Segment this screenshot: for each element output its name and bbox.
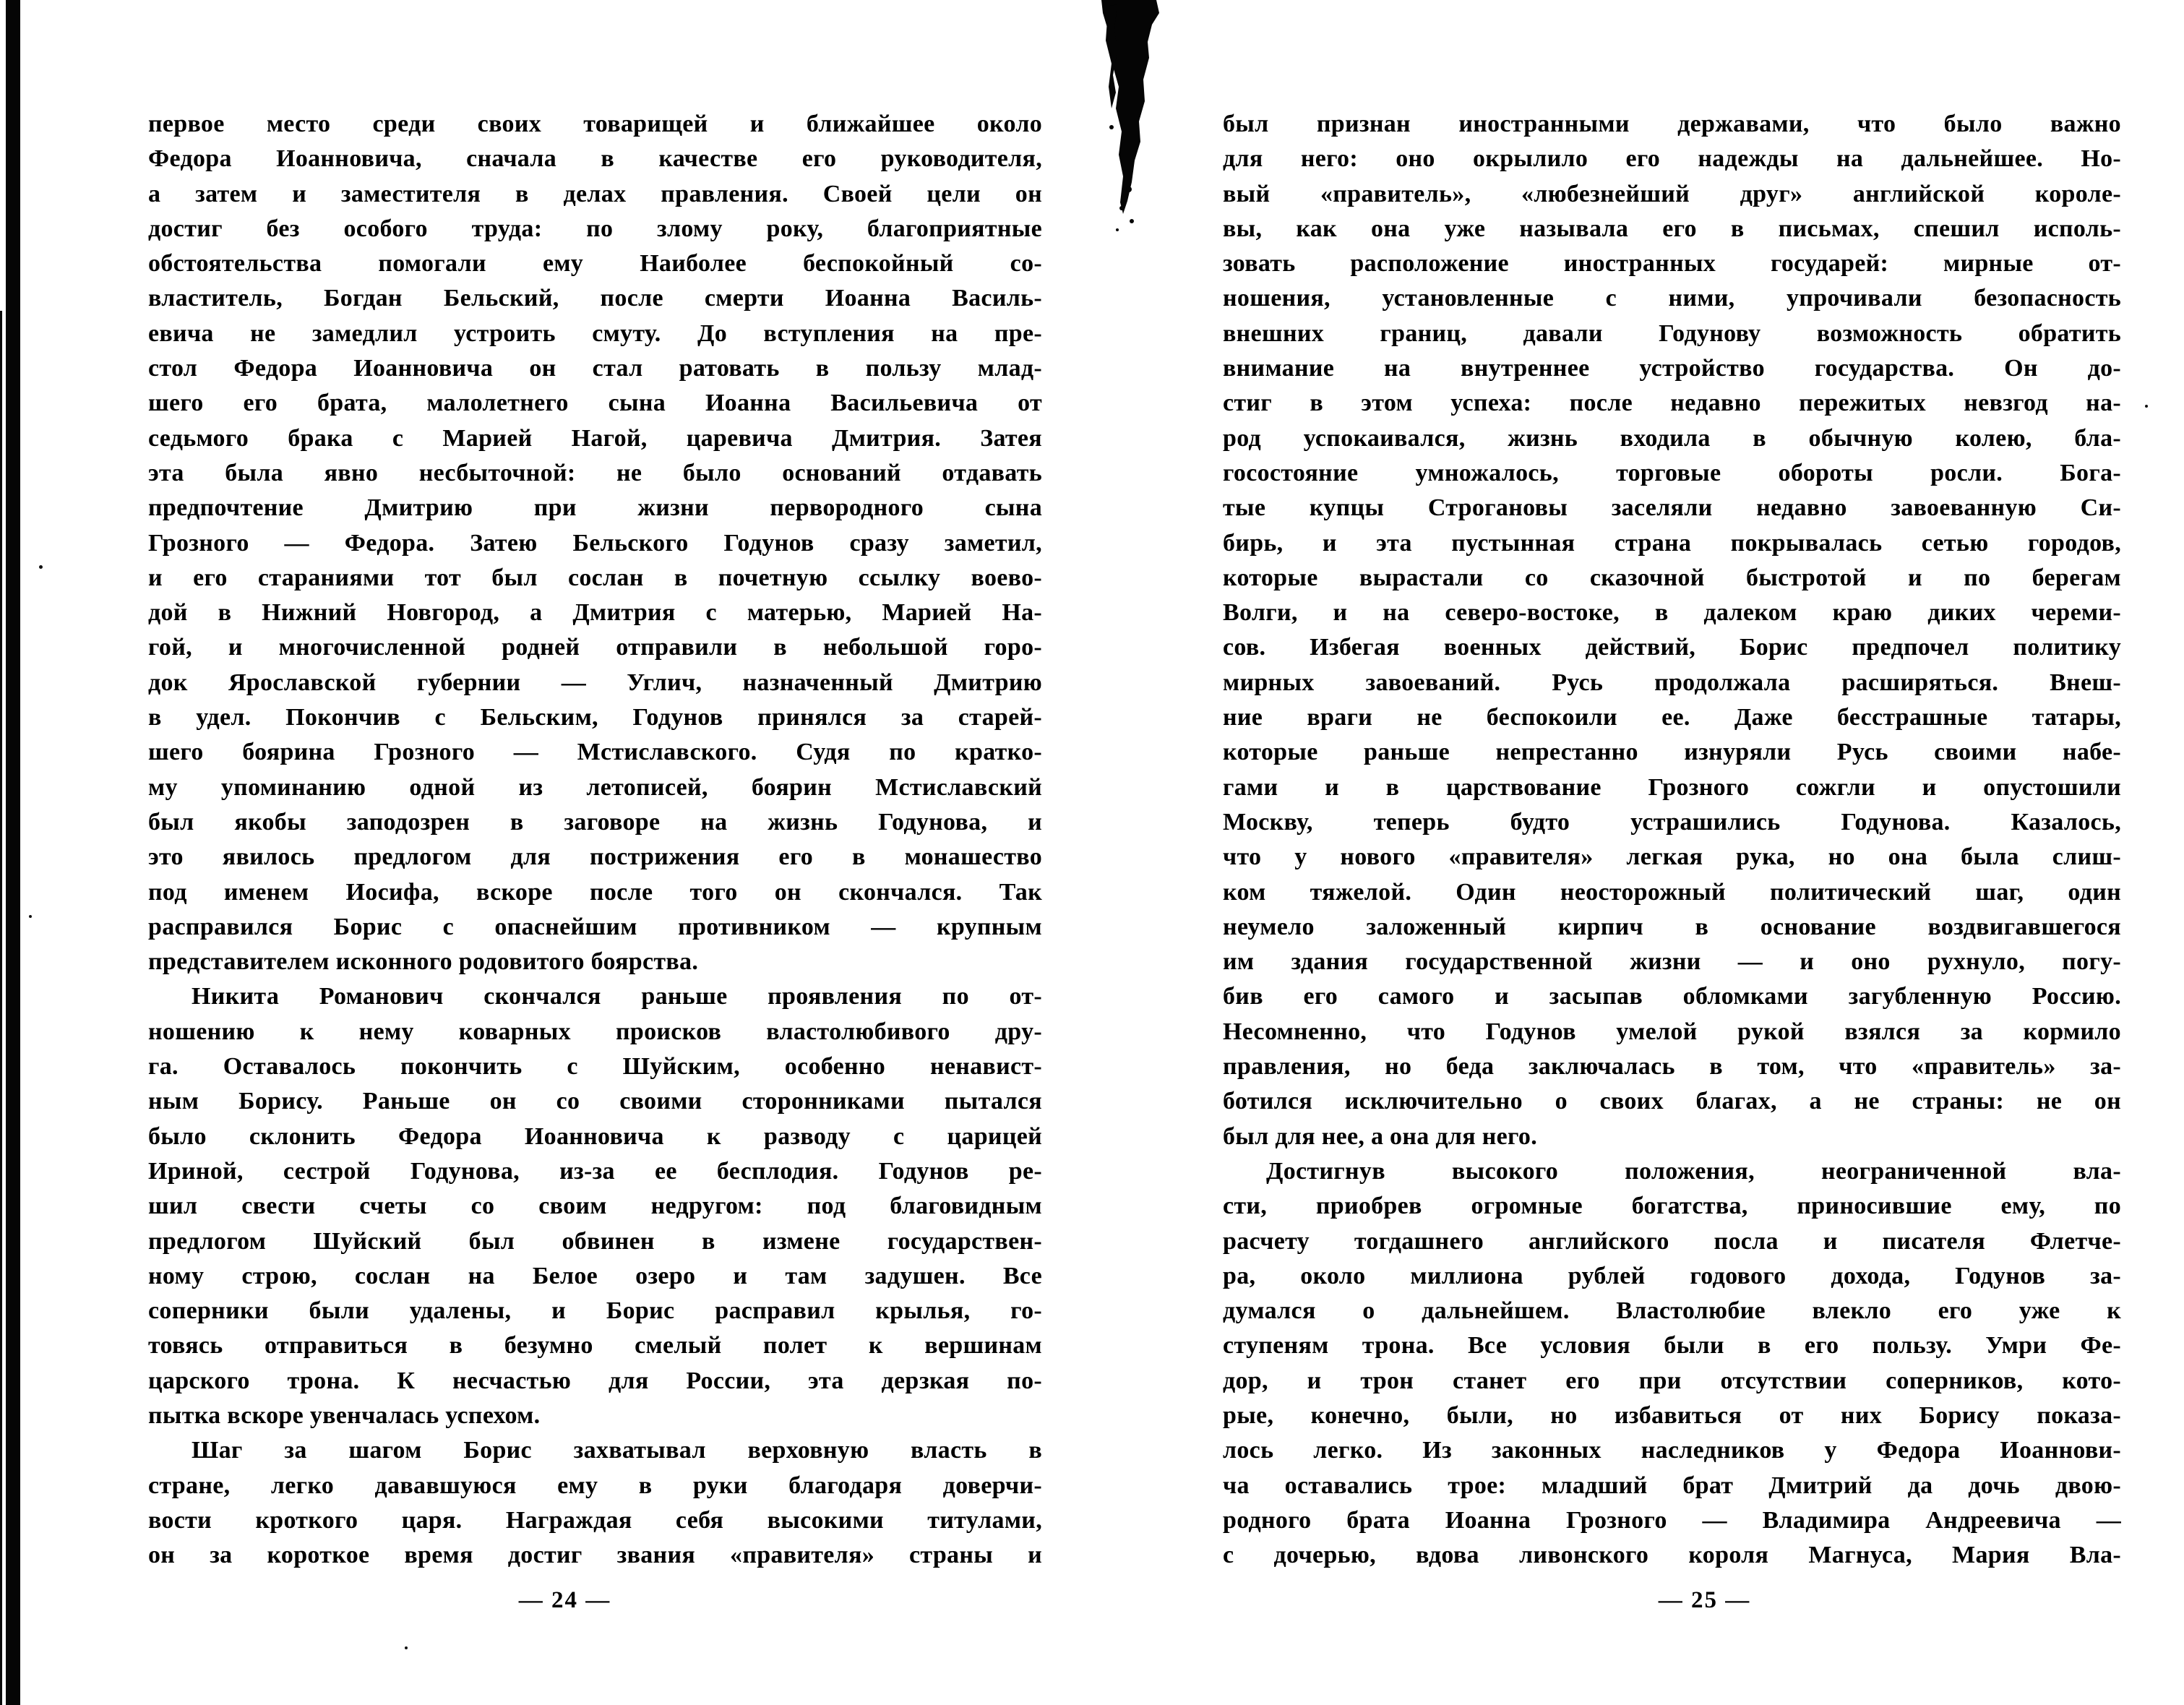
text-line: бив его самого и засыпав обломками загубленную Россию. [1223, 983, 2121, 1010]
text-line: и его стараниями тот был сослан в почетную ссылку воево- [148, 564, 1042, 591]
text-line: он за короткое время достиг звания «правителя» страны и [148, 1542, 1042, 1569]
text-line: расчету тогдашнего английского посла и писателя Флетче- [1223, 1227, 2121, 1255]
text-line: ступеням трона. Все условия были в его пользу. Умри Фе- [1223, 1332, 2121, 1360]
text-line: ра, около миллиона рублей годового дохода, Годунов за- [1223, 1262, 2121, 1289]
text-line: с дочерью, вдова ливонского короля Магнуса, Мария Вла- [1223, 1542, 2121, 1569]
text-line: под именем Иосифа, вскоре после того он скончался. Так [148, 878, 1042, 906]
scan-speck-artifact [405, 1646, 408, 1649]
text-line: шил свести счеты со своим недругом: под благовидным [148, 1193, 1042, 1220]
text-line: евича не замедлил устроить смуту. До вступления на пре- [148, 319, 1042, 347]
text-line: был признан иностранными державами, что было важно [1223, 111, 2121, 137]
text-line: достиг без особого труда: по злому року, благоприятные [148, 215, 1042, 242]
text-line: ношению к нему коварных происков властолюбивого дру- [148, 1018, 1042, 1045]
text-line: вости кроткого царя. Награждая себя высокими титулами, [148, 1506, 1042, 1534]
text-line: сов. Избегая военных действий, Борис предпочел политику [1223, 634, 2121, 661]
text-line: предпочтение Дмитрию при жизни первородного сына [148, 494, 1042, 522]
text-line: ным Борису. Раньше он со своими сторонниками пытался [148, 1088, 1042, 1115]
text-line: вы, как она уже называла его в письмах, спешил исполь- [1223, 215, 2121, 242]
scan-speck-artifact [2145, 405, 2148, 408]
text-line: род успокаивался, жизнь входила в обычную колею, бла- [1223, 424, 2121, 452]
text-line: обстоятельства помогали ему Наиболее беспокойный со- [148, 250, 1042, 278]
text-line: для него: оно окрылило его надежды на дальнейшее. Но- [1223, 145, 2121, 173]
text-line: лось легко. Из законных наследников у Федора Иоаннови- [1223, 1437, 2121, 1464]
text-line: Ириной, сестрой Годунова, из-за ее бесплодия. Годунов ре- [148, 1157, 1042, 1185]
text-line: Шаг за шагом Борис захватывал верховную власть в [192, 1437, 1042, 1464]
text-line: что у нового «правителя» легкая рука, но она была слиш- [1223, 843, 2121, 871]
text-line: внешних границ, давали Годунову возможность обратить [1223, 319, 2121, 347]
text-line: му упоминанию одной из летописей, боярин Мстиславский [148, 773, 1042, 801]
text-line: было склонить Федора Иоанновича к разводу с царицей [148, 1122, 1042, 1150]
text-line: дой в Нижний Новгород, а Дмитрия с матерью, Марией На- [148, 599, 1042, 627]
text-line: стол Федора Иоанновича он стал ратовать в пользу млад- [148, 355, 1042, 382]
text-line: ному строю, сослан на Белое озеро и там задушен. Все [148, 1262, 1042, 1289]
text-line: был для нее, а она для него. [1223, 1122, 1537, 1150]
text-line: шего боярина Грозного — Мстиславского. Судя по кратко- [148, 739, 1042, 766]
text-line: родного брата Иоанна Грозного — Владимира Андреевича — [1223, 1506, 2121, 1534]
text-line: ча оставались трое: младший брат Дмитрий да дочь двою- [1223, 1472, 2121, 1499]
text-line: тые купцы Строгановы заселяли недавно завоеванную Си- [1223, 494, 2121, 522]
scan-speck-artifact [39, 565, 43, 569]
ink-smudge-artifact [1085, 0, 1165, 239]
text-line: вый «правитель», «любезнейший друг» английской короле- [1223, 180, 2121, 207]
text-line: правления, но беда заключалась в том, что «правитель» за- [1223, 1053, 2121, 1081]
text-line: стране, легко дававшуюся ему в руки благодаря доверчи- [148, 1472, 1042, 1499]
text-line: гой, и многочисленной родней отправили в небольшой горо- [148, 634, 1042, 661]
binding-edge-line-artifact [0, 311, 2, 1705]
page-25 [1223, 107, 2121, 1618]
text-line: ботился исключительно о своих благах, а не страны: не он [1223, 1088, 2121, 1115]
text-line: представителем исконного родовитого боярства. [148, 948, 699, 976]
text-line: док Ярославской губернии — Углич, назначенный Дмитрию [148, 669, 1042, 696]
text-line: Никита Романович скончался раньше проявления по от- [192, 983, 1042, 1010]
text-line: шего его брата, малолетнего сына Иоанна Васильевича от [148, 390, 1042, 417]
text-line: гами и в царствование Грозного сожгли и опустошили [1223, 773, 2121, 801]
binding-edge-artifact [6, 0, 20, 1705]
text-line: внимание на внутреннее устройство государства. Он до- [1223, 355, 2121, 382]
text-line: Москву, теперь будто устрашились Годунова. Казалось, [1223, 808, 2121, 836]
text-line: расправился Борис с опаснейшим противником — крупным [148, 913, 1042, 940]
text-line: соперники были удалены, и Борис расправил крылья, го- [148, 1297, 1042, 1325]
page-24-text [148, 107, 1042, 1573]
text-line: им здания государственной жизни — и оно рухнуло, погу- [1223, 948, 2121, 976]
text-line: Грозного — Федора. Затею Бельского Годунов сразу заметил, [148, 529, 1042, 557]
text-line: властитель, Богдан Бельский, после смерти Иоанна Василь- [148, 285, 1042, 312]
page-25-text [1223, 107, 2121, 1573]
text-line: ношения, установленные с ними, упрочивали безопасность [1223, 285, 2121, 312]
text-line: сти, приобрев огромные богатства, приносившие ему, по [1223, 1193, 2121, 1220]
text-line: думался о дальнейшем. Властолюбие влекло его уже к [1223, 1297, 2121, 1325]
text-line: это явилось предлогом для пострижения его в монашество [148, 843, 1042, 871]
text-line: которые раньше непрестанно изнуряли Русь своими набе- [1223, 739, 2121, 766]
text-line: а затем и заместителя в делах правления. Своей цели он [148, 180, 1042, 207]
text-line: неумело заложенный кирпич в основание воздвигавшегося [1223, 913, 2121, 940]
text-line: товясь отправиться в безумно смелый полет к вершинам [148, 1332, 1042, 1360]
text-line: стиг в этом успеха: после недавно пережитых невзгод на- [1223, 390, 2121, 417]
text-line: седьмого брака с Марией Нагой, царевича Дмитрия. Затея [148, 424, 1042, 452]
text-line: царского трона. К несчастью для России, эта дерзкая по- [148, 1367, 1042, 1394]
text-line: ние враги не беспокоили ее. Даже бесстрашные татары, [1223, 704, 2121, 731]
text-line: эта была явно несбыточной: не было оснований отдавать [148, 459, 1042, 486]
text-line: ком тяжелой. Один неосторожный политический шаг, один [1223, 878, 2121, 906]
page-24 [148, 107, 1042, 1618]
text-line: га. Оставалось покончить с Шуйским, особенно ненавист- [148, 1053, 1042, 1081]
text-line: зовать расположение иностранных государей: мирные от- [1223, 250, 2121, 278]
text-line: госостояние умножалось, торговые обороты росли. Бога- [1223, 459, 2121, 486]
text-line: которые вырастали со сказочной быстротой и по берегам [1223, 564, 2121, 591]
text-line: мирных завоеваний. Русь продолжала расширяться. Внеш- [1223, 669, 2121, 696]
text-line: предлогом Шуйский был обвинен в измене государствен- [148, 1227, 1042, 1255]
text-line: дор, и трон станет его при отсутствии соперников, кото- [1223, 1367, 2121, 1394]
page-number-right: — 25 — [1658, 1587, 1751, 1614]
text-line: Достигнув высокого положения, неограниченной вла- [1266, 1157, 2121, 1185]
page-number-left: — 24 — [518, 1587, 611, 1614]
text-line: был якобы заподозрен в заговоре на жизнь Годунова, и [148, 808, 1042, 836]
text-line: пытка вскоре увенчалась успехом. [148, 1401, 541, 1429]
text-line: Волги, и на северо-востоке, в далеком краю диких череми- [1223, 599, 2121, 627]
text-line: бирь, и эта пустынная страна покрывалась сетью городов, [1223, 529, 2121, 557]
text-line: рые, конечно, были, но избавиться от них Борису показа- [1223, 1401, 2121, 1429]
text-line: Несомненно, что Годунов умелой рукой взялся за кормило [1223, 1018, 2121, 1045]
scan-speck-artifact [29, 915, 32, 918]
text-line: первое место среди своих товарищей и ближайшее около [148, 111, 1042, 137]
text-line: в удел. Покончив с Бельским, Годунов принялся за старей- [148, 704, 1042, 731]
text-line: Федора Иоанновича, сначала в качестве его руководителя, [148, 145, 1042, 173]
